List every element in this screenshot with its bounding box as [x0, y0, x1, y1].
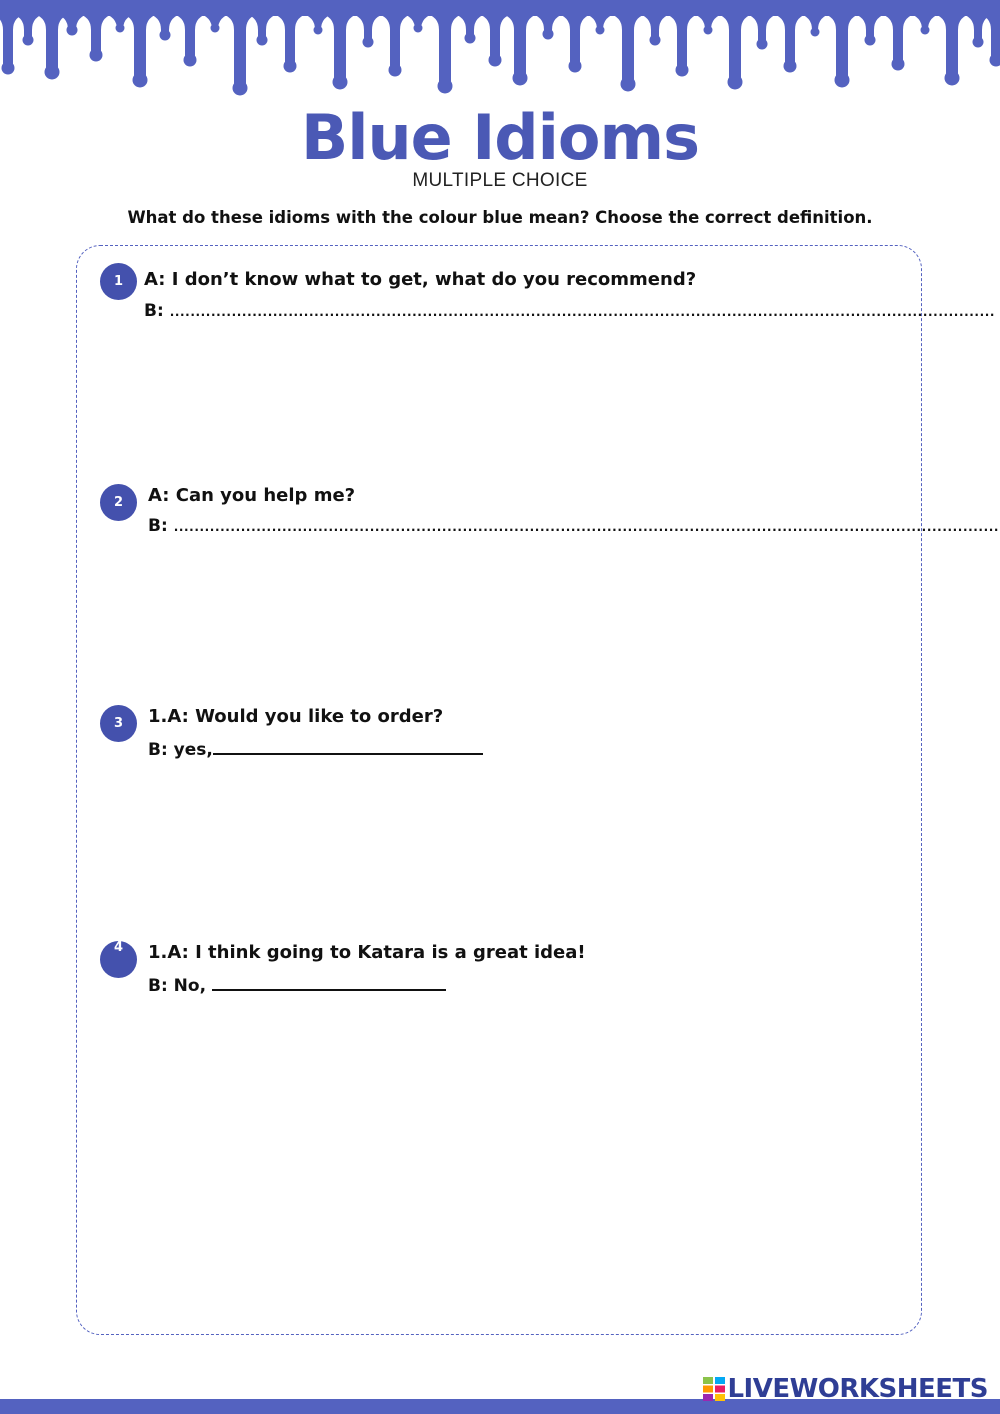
- question-3-line-b: [148, 737, 483, 760]
- question-number: 2: [113, 495, 124, 510]
- answer-underline-blank[interactable]: [213, 737, 483, 755]
- question-3-b-prefix: B: yes,: [148, 740, 213, 760]
- liveworksheets-logo-icon: [703, 1377, 725, 1401]
- page-subtitle: MULTIPLE CHOICE: [412, 170, 588, 191]
- question-1-line-b: [144, 301, 996, 321]
- paint-drip-decoration: [0, 0, 1000, 100]
- answer-dotted-blank[interactable]: ................................................................................................................................................................: [173, 520, 1000, 534]
- brand-text: LIVEWORKSHEETS: [727, 1374, 988, 1404]
- question-number: 1: [113, 274, 124, 289]
- question-2-line-b: [148, 516, 1000, 536]
- question-number-badge: [100, 484, 137, 521]
- question-number-badge: [100, 941, 137, 978]
- question-number-badge: [100, 263, 137, 300]
- instructions: What do these idioms with the colour blue mean? Choose the correct definition.: [127, 208, 873, 227]
- answer-dotted-blank[interactable]: ................................................................................................................................................................: [169, 305, 996, 319]
- question-4-line-b: [148, 973, 446, 996]
- question-1-b-prefix: B:: [144, 301, 170, 321]
- answer-underline-blank[interactable]: [212, 973, 446, 991]
- page-title: Blue Idioms: [300, 101, 700, 174]
- question-1-line-a: A: I don’t know what to get, what do you recommend?: [144, 269, 697, 290]
- question-2-b-prefix: B:: [148, 516, 174, 536]
- question-number: 3: [113, 716, 124, 731]
- question-4-b-prefix: B: No,: [148, 976, 212, 996]
- question-2-line-a: A: Can you help me?: [148, 485, 356, 506]
- question-3-line-a: 1.A: Would you like to order?: [148, 706, 444, 727]
- liveworksheets-brand[interactable]: [703, 1372, 988, 1406]
- question-number: 4: [113, 940, 124, 955]
- question-number-badge: [100, 705, 137, 742]
- question-4-line-a: 1.A: I think going to Katara is a great idea!: [148, 942, 586, 963]
- questions-panel: [76, 245, 1000, 1335]
